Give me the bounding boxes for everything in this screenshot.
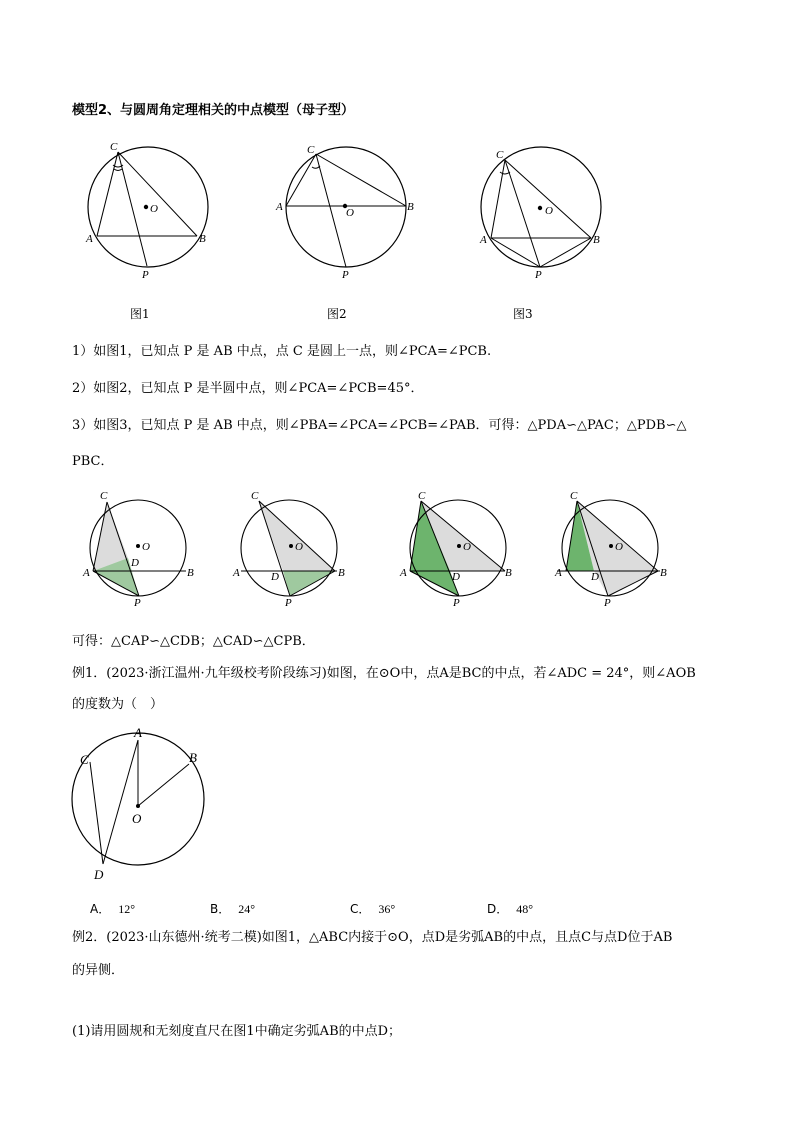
option-a-letter: A． xyxy=(90,902,111,916)
option-a[interactable] xyxy=(90,900,135,917)
sf3-label-d: D xyxy=(452,571,460,583)
fig1-label-o: O xyxy=(150,203,158,215)
sf3-label-b: B xyxy=(505,567,512,579)
fig3-label-o: O xyxy=(545,205,553,217)
sf1-label-o: O xyxy=(142,541,150,553)
ex1-label-c: C xyxy=(80,752,89,767)
example1-text-cont: 的度数为（ ） xyxy=(72,697,164,712)
statement-2: 2）如图2，已知点 P 是半圆中点，则∠PCA=∠PCB=45°． xyxy=(72,381,424,396)
section-title: 模型2、与圆周角定理相关的中点模型（母子型） xyxy=(72,103,355,118)
fig2-label-c: C xyxy=(307,144,315,156)
fig2-label-o: O xyxy=(346,207,354,219)
sf1-label-a: A xyxy=(83,567,90,579)
sf2-label-o: O xyxy=(295,541,303,553)
fig-caption-3: 图3 xyxy=(513,307,533,321)
option-b-value: 24° xyxy=(238,902,256,916)
sf1-label-p: P xyxy=(134,597,141,609)
ex1-label-a: A xyxy=(134,725,142,740)
sf1-label-d: D xyxy=(131,557,139,569)
fig1-label-a: A xyxy=(86,233,93,245)
fig3-label-p: P xyxy=(535,269,542,281)
sf1-label-c: C xyxy=(100,490,108,502)
fig2-label-a: A xyxy=(276,201,283,213)
fig3-label-c: C xyxy=(496,149,504,161)
sf3-label-a: A xyxy=(400,567,407,579)
ex1-label-o: O xyxy=(132,811,142,826)
example1-text: 例1．(2023·浙江温州·九年级校考阶段练习)如图，在⊙O中，点A是BC的中点，若∠ADC = 24°，则∠AOB xyxy=(72,666,696,681)
fig2-label-p: P xyxy=(342,269,349,281)
fig1-label-p: P xyxy=(142,269,149,281)
sf2-label-b: B xyxy=(338,567,345,579)
fig2-label-b: B xyxy=(407,201,414,213)
sf2-label-p: P xyxy=(285,597,292,609)
option-b-letter: B． xyxy=(210,902,231,916)
sf4-label-o: O xyxy=(615,541,623,553)
conclusion: 可得：△CAP∽△CDB；△CAD∽△CPB． xyxy=(72,634,315,649)
statement-1: 1）如图1，已知点 P 是 AB 中点，点 C 是圆上一点，则∠PCA=∠PCB. xyxy=(72,344,492,359)
option-c[interactable] xyxy=(350,900,395,917)
sf1-label-b: B xyxy=(187,567,194,579)
sf3-label-o: O xyxy=(463,541,471,553)
sf2-label-a: A xyxy=(233,567,240,579)
statement-3: 3）如图3，已知点 P 是 AB 中点，则∠PBA=∠PCA=∠PCB=∠PAB．可得：△PDA∽△PAC；△PDB∽△ xyxy=(72,418,687,433)
option-d-letter: D． xyxy=(487,902,509,916)
option-b[interactable] xyxy=(210,900,255,917)
sf4-label-d: D xyxy=(591,571,599,583)
sf3-label-p: P xyxy=(453,597,460,609)
example2-sub1: (1)请用圆规和无刻度直尺在图1中确定劣弧AB的中点D； xyxy=(72,1024,402,1039)
fig3-label-a: A xyxy=(480,234,487,246)
fig1-label-b: B xyxy=(199,233,206,245)
option-d-value: 48° xyxy=(516,902,534,916)
sf2-label-d: D xyxy=(271,571,279,583)
sf4-label-b: B xyxy=(660,567,667,579)
option-c-letter: C． xyxy=(350,902,371,916)
sf4-label-a: A xyxy=(555,567,562,579)
example2-text: 例2．(2023·山东德州·统考二模)如图1，△ABC内接于⊙O，点D是劣弧AB的中点，且点C与点D位于AB xyxy=(72,930,673,945)
ex1-label-b: B xyxy=(189,750,197,765)
example2-text-cont: 的异侧． xyxy=(72,963,125,978)
ex1-label-d: D xyxy=(94,867,104,882)
fig-caption-2: 图2 xyxy=(327,307,347,321)
sf3-label-c: C xyxy=(418,490,426,502)
fig1-label-c: C xyxy=(110,141,118,153)
sf4-label-c: C xyxy=(570,490,578,502)
sf2-label-c: C xyxy=(251,490,259,502)
fig3-label-b: B xyxy=(593,234,600,246)
option-a-value: 12° xyxy=(118,902,136,916)
sf4-label-p: P xyxy=(604,597,611,609)
fig-caption-1: 图1 xyxy=(130,307,150,321)
option-d[interactable] xyxy=(487,900,533,917)
option-c-value: 36° xyxy=(378,902,396,916)
statement-3-cont: PBC． xyxy=(72,454,114,469)
